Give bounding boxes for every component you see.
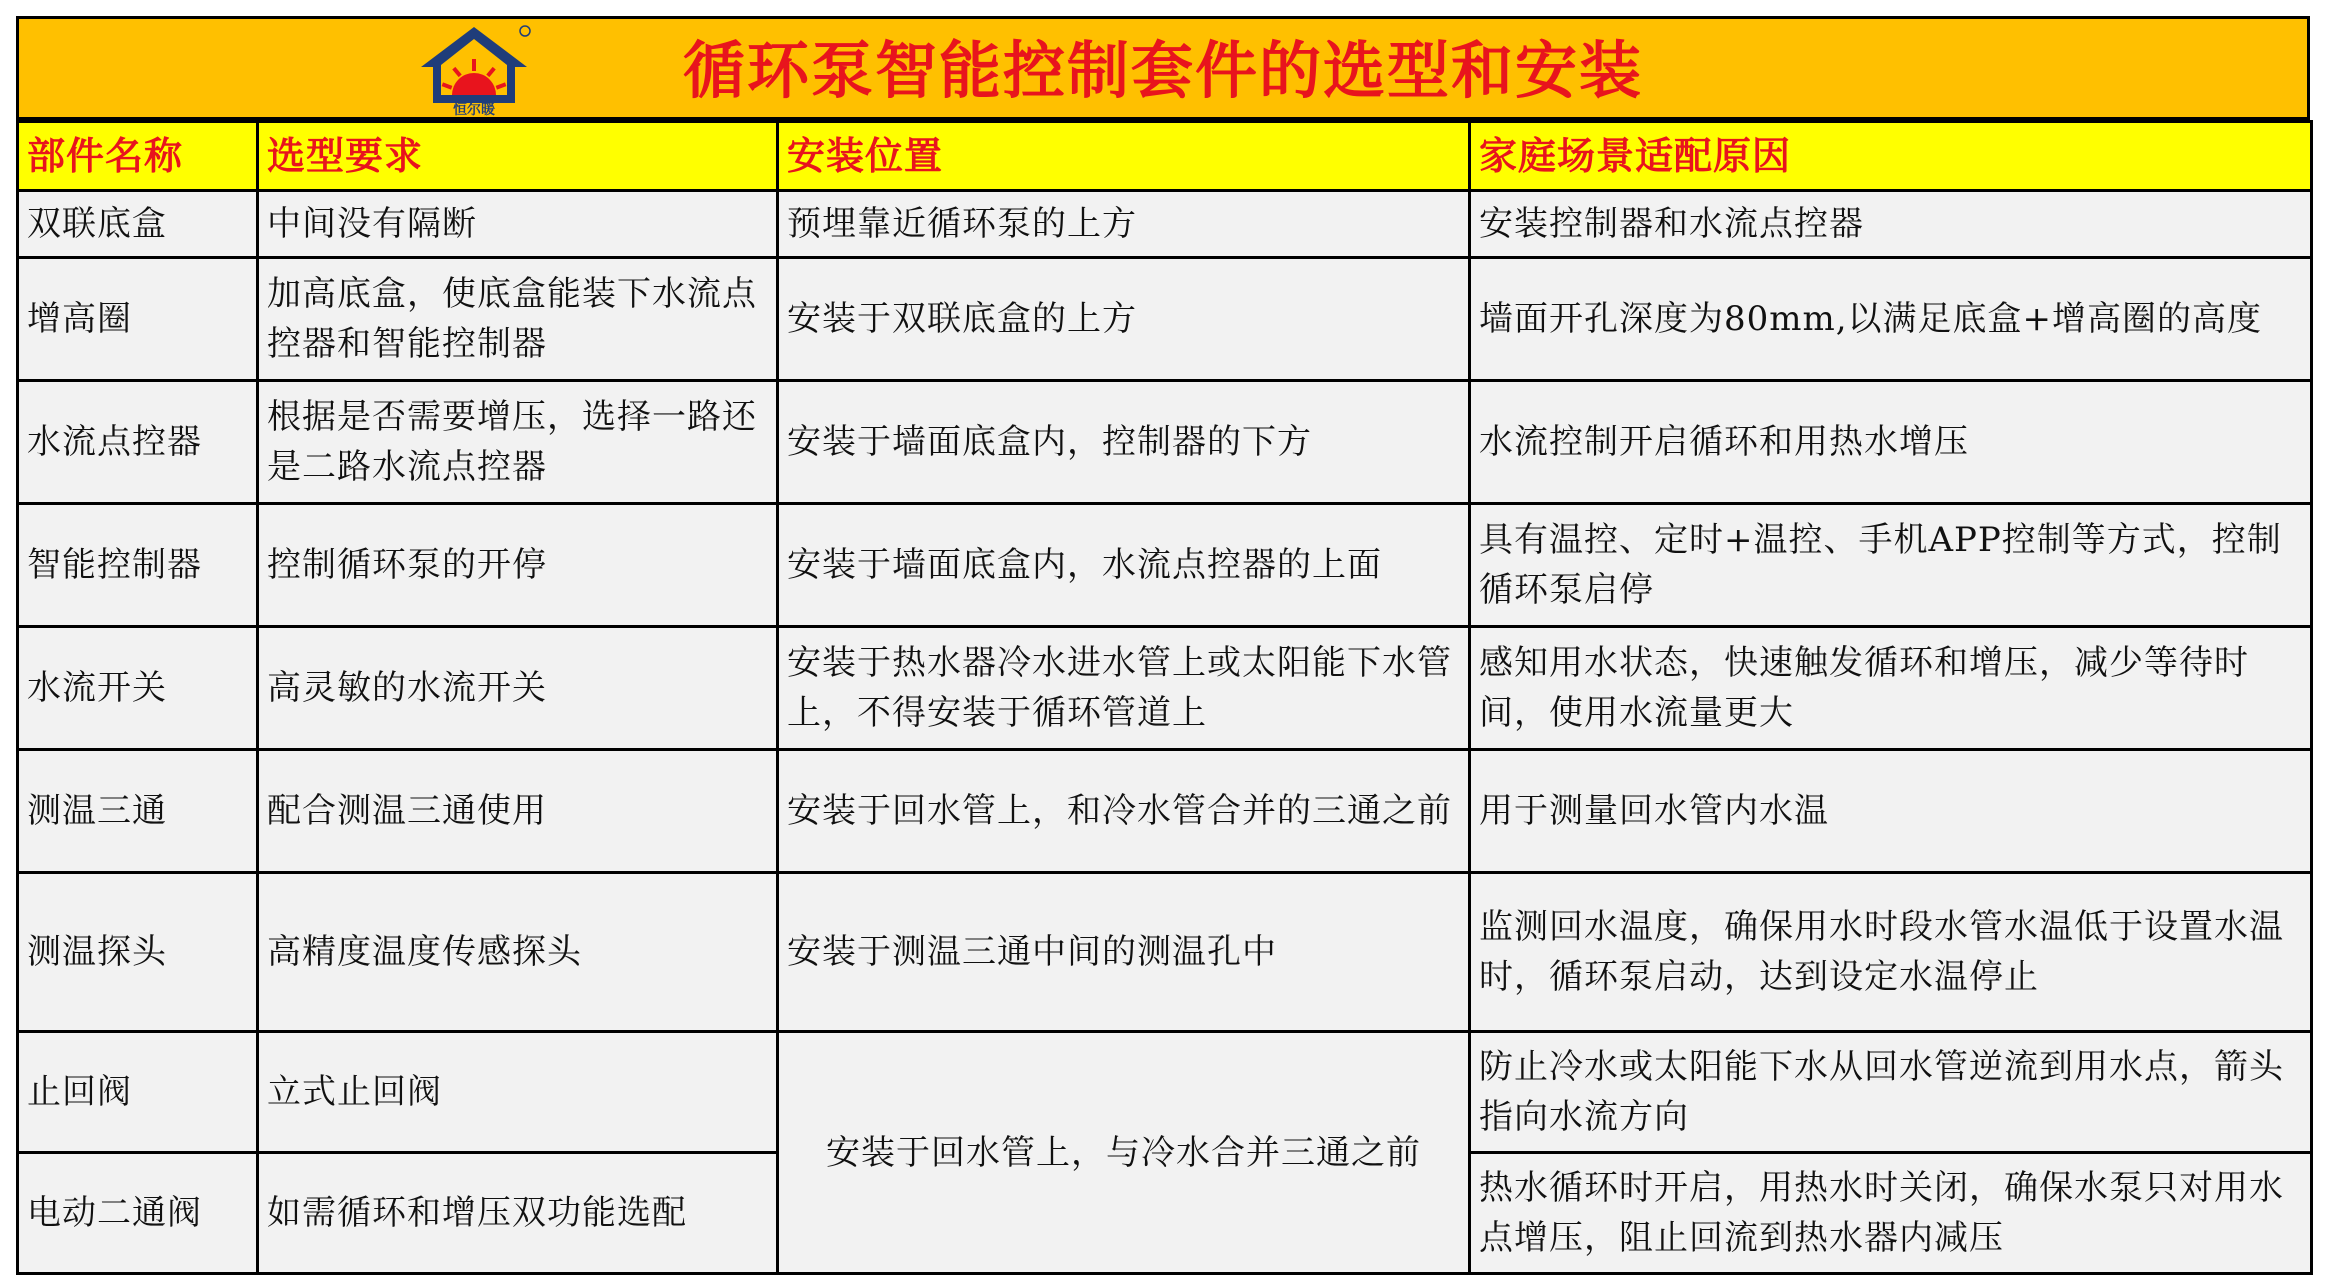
table-row <box>18 258 2312 381</box>
header-reason: 家庭场景适配原因 <box>1470 122 2312 191</box>
page-title: 循环泵智能控制套件的选型和安装 <box>682 34 1643 107</box>
table-row <box>18 504 2312 627</box>
table-row <box>18 191 2312 258</box>
requirement-cell: 立式止回阀 <box>258 1032 778 1153</box>
location-cell: 安装于墙面底盒内，水流点控器的上面 <box>778 504 1470 627</box>
location-cell: 安装于墙面底盒内，控制器的下方 <box>778 381 1470 504</box>
header-location: 安装位置 <box>778 122 1470 191</box>
location-cell-merged: 安装于回水管上，与冷水合并三通之前 <box>778 1032 1470 1274</box>
parts-table <box>16 120 2313 1275</box>
header-requirement: 选型要求 <box>258 122 778 191</box>
requirement-cell: 配合测温三通使用 <box>258 750 778 873</box>
part-name-cell: 智能控制器 <box>18 504 258 627</box>
table-row <box>18 750 2312 873</box>
part-name-cell: 测温三通 <box>18 750 258 873</box>
part-name-cell: 增高圈 <box>18 258 258 381</box>
table-row <box>18 1032 2312 1153</box>
location-cell: 安装于热水器冷水进水管上或太阳能下水管上，不得安装于循环管道上 <box>778 627 1470 750</box>
reason-cell: 水流控制开启循环和用热水增压 <box>1470 381 2312 504</box>
part-name-cell: 水流点控器 <box>18 381 258 504</box>
location-cell: 安装于回水管上，和冷水管合并的三通之前 <box>778 750 1470 873</box>
logo-text: 恒尔暖 <box>453 102 495 117</box>
reason-cell: 安装控制器和水流点控器 <box>1470 191 2312 258</box>
location-cell: 安装于双联底盒的上方 <box>778 258 1470 381</box>
part-name-cell: 水流开关 <box>18 627 258 750</box>
reason-cell: 用于测量回水管内水温 <box>1470 750 2312 873</box>
part-name-cell: 电动二通阀 <box>18 1153 258 1274</box>
reason-cell: 热水循环时开启，用热水时关闭，确保水泵只对用水点增压，阻止回流到热水器内减压 <box>1470 1153 2312 1274</box>
requirement-cell: 如需循环和增压双功能选配 <box>258 1153 778 1274</box>
header-part-name: 部件名称 <box>18 122 258 191</box>
reason-cell: 具有温控、定时+温控、手机APP控制等方式，控制循环泵启停 <box>1470 504 2312 627</box>
location-cell: 预埋靠近循环泵的上方 <box>778 191 1470 258</box>
reason-cell: 感知用水状态，快速触发循环和增压，减少等待时间，使用水流量更大 <box>1470 627 2312 750</box>
requirement-cell: 中间没有隔断 <box>258 191 778 258</box>
reason-cell: 防止冷水或太阳能下水从回水管逆流到用水点，箭头指向水流方向 <box>1470 1032 2312 1153</box>
reason-cell: 墙面开孔深度为80mm,以满足底盒+增高圈的高度 <box>1470 258 2312 381</box>
requirement-cell: 根据是否需要增压，选择一路还是二路水流点控器 <box>258 381 778 504</box>
location-cell: 安装于测温三通中间的测温孔中 <box>778 873 1470 1032</box>
table-row <box>18 627 2312 750</box>
requirement-cell: 高灵敏的水流开关 <box>258 627 778 750</box>
table-header-row <box>18 122 2312 191</box>
table-row <box>18 381 2312 504</box>
reason-cell: 监测回水温度，确保用水时段水管水温低于设置水温时，循环泵启动，达到设定水温停止 <box>1470 873 2312 1032</box>
part-name-cell: 双联底盒 <box>18 191 258 258</box>
table-row <box>18 873 2312 1032</box>
requirement-cell: 控制循环泵的开停 <box>258 504 778 627</box>
spec-sheet <box>16 16 2310 1258</box>
part-name-cell: 止回阀 <box>18 1032 258 1153</box>
requirement-cell: 高精度温度传感探头 <box>258 873 778 1032</box>
title-bar <box>16 16 2310 120</box>
requirement-cell: 加高底盒，使底盒能装下水流点控器和智能控制器 <box>258 258 778 381</box>
part-name-cell: 测温探头 <box>18 873 258 1032</box>
